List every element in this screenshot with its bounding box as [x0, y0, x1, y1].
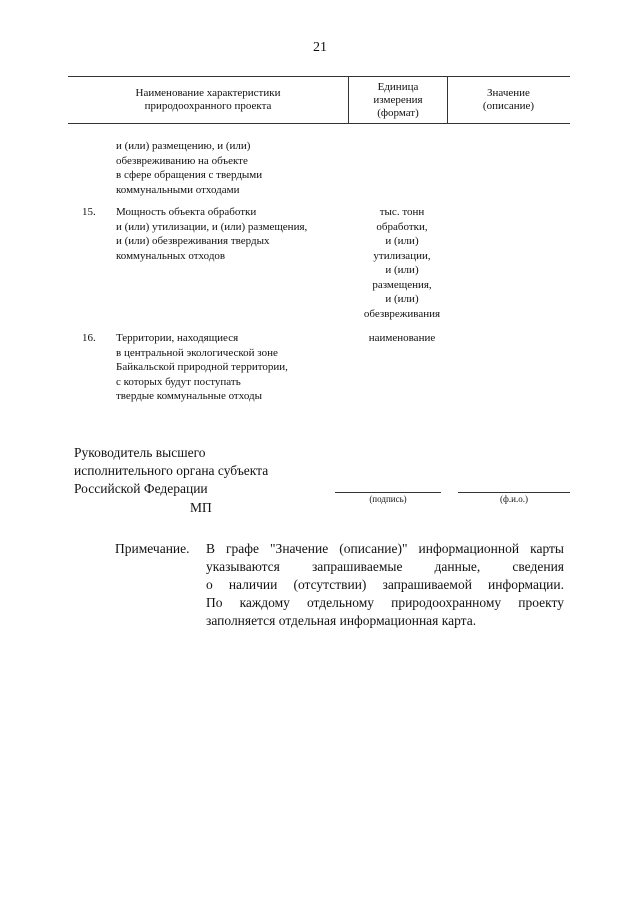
full-name-caption: (ф.и.о.): [500, 494, 528, 504]
row-name-line: твердые коммунальные отходы: [116, 390, 262, 402]
page-number: 21: [313, 40, 327, 55]
row-unit-line: обезвреживания: [363, 307, 441, 320]
row-name-cell: [116, 205, 356, 263]
header-unit-column: [348, 77, 448, 123]
row-number: 16.: [82, 332, 96, 344]
note-line: указываются запрашиваемые данные, сведения: [206, 559, 564, 574]
row-name-line: с которых будут поступать: [116, 375, 241, 388]
signatory-line: исполнительного органа субъекта: [74, 463, 269, 478]
row-unit-line: размещения,: [372, 278, 432, 291]
header-value-line: Значение: [487, 87, 530, 99]
signature-caption: (подпись): [369, 494, 407, 504]
row-unit-line: и (или): [385, 264, 419, 276]
row-name-cell: [116, 331, 356, 404]
stamp-placeholder: МП: [190, 500, 212, 515]
note-text: [206, 540, 564, 630]
note-line: По каждому отдельному природоохранному проекту: [206, 595, 564, 610]
signatory-title: [74, 444, 268, 498]
row-name-line: и (или) утилизации, и (или) размещения,: [116, 220, 308, 233]
row-name-line: в центральной экологической зоне: [116, 346, 278, 359]
row-name-line: коммунальными отходами: [116, 183, 240, 196]
signature-line: [335, 492, 441, 493]
row-name-line: и (или) размещению, и (или): [116, 140, 251, 152]
row-name-line: и (или) обезвреживания твердых: [116, 235, 270, 247]
full-name-line: [458, 492, 570, 493]
row-unit-cell: [348, 205, 456, 321]
row-unit-line: тыс. тонн: [379, 206, 425, 218]
row-name-line: коммунальных отходов: [116, 249, 226, 262]
note-line: В графе "Значение (описание)" информационной карты: [206, 541, 564, 556]
row-name-line: в сфере обращения с твердыми: [116, 169, 263, 181]
row-unit-line: и (или): [385, 293, 419, 305]
row-number: 15.: [82, 206, 96, 218]
header-unit-line: (формат): [377, 106, 419, 119]
row-name-line: Байкальской природной территории,: [116, 361, 288, 373]
header-unit-line: измерения: [373, 93, 423, 106]
row-name-line: Территории, находящиеся: [116, 332, 239, 344]
header-value-column: [447, 77, 570, 123]
note-line: о наличии (отсутствии) запрашиваемой информации.: [206, 577, 564, 592]
row-name-line: обезвреживанию на объекте: [116, 154, 248, 167]
header-value-line: (описание): [482, 100, 535, 112]
header-name-line: природоохранного проекта: [144, 100, 272, 112]
header-unit-line: Единица: [377, 80, 419, 93]
row-name-line: Мощность объекта обработки: [116, 206, 257, 218]
signatory-line: Российской Федерации: [74, 481, 208, 496]
note-label: Примечание.: [115, 541, 190, 556]
row-unit-cell: [348, 331, 456, 346]
row-name-cell: [116, 139, 356, 197]
header-name-line: Наименование характеристики: [135, 87, 281, 99]
row-unit-line: утилизации,: [373, 249, 431, 262]
note-line: заполняется отдельная информационная карта.: [206, 613, 477, 628]
header-name-column: [68, 77, 348, 123]
signatory-line: Руководитель высшего: [74, 445, 206, 460]
row-unit-line: обработки,: [376, 220, 428, 233]
table-header: [68, 76, 570, 124]
row-unit-line: и (или): [385, 235, 419, 247]
row-unit-line: наименование: [368, 332, 436, 344]
